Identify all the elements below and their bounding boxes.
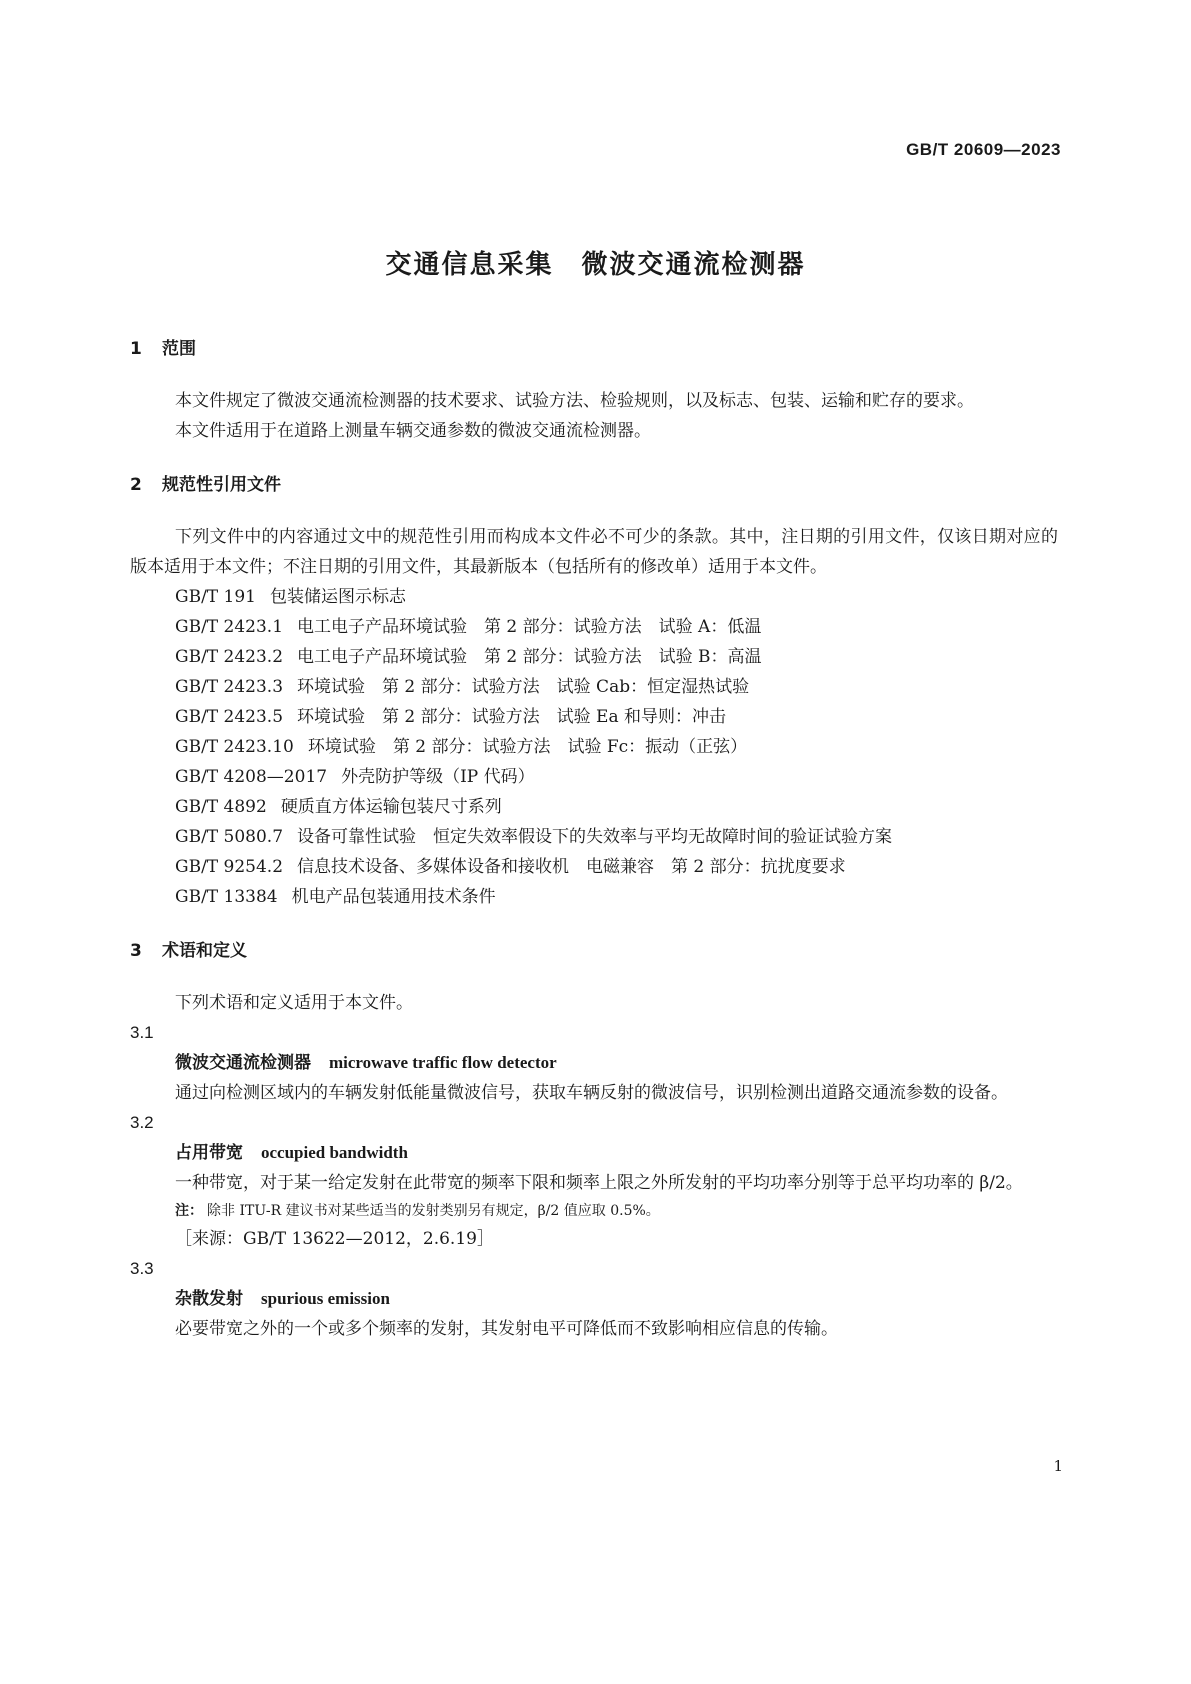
term-heading: [130, 1284, 1058, 1314]
term-note: [130, 1198, 1058, 1224]
section-number: 2: [130, 475, 142, 495]
term-definition: 必要带宽之外的一个或多个频率的发射，其发射电平可降低而不致影响相应信息的传输。: [175, 1319, 838, 1339]
terms-intro: 下列术语和定义适用于本文件。: [175, 993, 413, 1013]
term-definition: 一种带宽，对于某一给定发射在此带宽的频率下限和频率上限之外所发射的平均功率分别等于总平均功率的 β/2。: [175, 1173, 1023, 1193]
reference-code: GB/T 2423.1: [175, 617, 284, 637]
term-heading: [130, 1048, 1058, 1078]
standard-code: GB/T 20609—2023: [906, 140, 1061, 159]
term-chinese: 微波交通流检测器: [175, 1053, 311, 1073]
section-title: 范围: [162, 339, 196, 359]
term-chinese: 占用带宽: [175, 1143, 243, 1163]
reference-item: [130, 732, 1058, 762]
reference-item: [130, 582, 1058, 612]
scope-paragraph: 本文件适用于在道路上测量车辆交通参数的微波交通流检测器。: [175, 421, 651, 441]
term-chinese: 杂散发射: [175, 1289, 243, 1309]
references-intro: 下列文件中的内容通过文中的规范性引用而构成本文件必不可少的条款。其中，注日期的引用文件，仅该日期对应的版本适用于本文件；不注日期的引用文件，其最新版本（包括所有的修改单）适用于本文件。: [130, 527, 1058, 577]
term-source: ［来源：GB/T 13622—2012，2.6.19］: [175, 1229, 494, 1249]
term-english: spurious emission: [261, 1289, 390, 1308]
reference-item: [130, 852, 1058, 882]
reference-code: GB/T 13384: [175, 887, 278, 907]
reference-code: GB/T 2423.5: [175, 707, 284, 727]
reference-title: 设备可靠性试验 恒定失效率假设下的失效率与平均无故障时间的验证试验方案: [297, 827, 893, 847]
reference-code: GB/T 9254.2: [175, 857, 284, 877]
reference-item: [130, 882, 1058, 912]
note-label: 注：: [175, 1203, 203, 1219]
document-title: 交通信息采集 微波交通流检测器: [385, 250, 806, 280]
reference-title: 硬质直方体运输包装尺寸系列: [280, 797, 502, 817]
section-heading-terms-definitions: [130, 936, 1058, 966]
reference-item: [130, 702, 1058, 732]
term-number: 3.3: [130, 1259, 154, 1278]
scope-paragraph: 本文件规定了微波交通流检测器的技术要求、试验方法、检验规则，以及标志、包装、运输和贮存的要求。: [175, 391, 974, 411]
reference-code: GB/T 2423.3: [175, 677, 284, 697]
reference-title: 信息技术设备、多媒体设备和接收机 电磁兼容 第 2 部分：抗扰度要求: [297, 857, 846, 877]
reference-item: [130, 672, 1058, 702]
reference-code: GB/T 2423.10: [175, 737, 294, 757]
reference-item: [130, 792, 1058, 822]
reference-code: GB/T 2423.2: [175, 647, 284, 667]
section-heading-scope: [130, 334, 1058, 364]
reference-title: 环境试验 第 2 部分：试验方法 试验 Fc：振动（正弦）: [307, 737, 748, 757]
document-body: [130, 334, 1058, 1344]
reference-item: [130, 612, 1058, 642]
term-number: 3.2: [130, 1113, 154, 1132]
reference-title: 电工电子产品环境试验 第 2 部分：试验方法 试验 B：高温: [297, 647, 762, 667]
reference-title: 电工电子产品环境试验 第 2 部分：试验方法 试验 A：低温: [297, 617, 762, 637]
reference-title: 环境试验 第 2 部分：试验方法 试验 Ea 和导则：冲击: [297, 707, 727, 727]
note-text: 除非 ITU-R 建议书对某些适当的发射类别另有规定，β/2 值应取 0.5%。: [207, 1203, 660, 1219]
reference-list: [130, 582, 1058, 912]
section-heading-normative-references: [130, 470, 1058, 500]
term-number: 3.1: [130, 1023, 154, 1042]
page-number: 1: [1053, 1457, 1063, 1475]
reference-title: 包装储运图示标志: [270, 587, 406, 607]
reference-title: 环境试验 第 2 部分：试验方法 试验 Cab：恒定湿热试验: [297, 677, 750, 697]
term-heading: [130, 1138, 1058, 1168]
reference-title: 机电产品包装通用技术条件: [291, 887, 496, 907]
reference-code: GB/T 4208—2017: [175, 767, 328, 787]
reference-code: GB/T 191: [175, 587, 256, 607]
reference-code: GB/T 5080.7: [175, 827, 284, 847]
section-title: 术语和定义: [162, 941, 247, 961]
section-number: 3: [130, 941, 142, 961]
reference-item: [130, 642, 1058, 672]
section-number: 1: [130, 339, 142, 359]
reference-title: 外壳防护等级（IP 代码）: [341, 767, 535, 787]
reference-code: GB/T 4892: [175, 797, 267, 817]
reference-item: [130, 762, 1058, 792]
section-title: 规范性引用文件: [162, 475, 281, 495]
term-english: occupied bandwidth: [261, 1143, 408, 1162]
reference-item: [130, 822, 1058, 852]
term-definition: 通过向检测区域内的车辆发射低能量微波信号，获取车辆反射的微波信号，识别检测出道路交通流参数的设备。: [175, 1083, 1008, 1103]
term-english: microwave traffic flow detector: [329, 1053, 557, 1072]
